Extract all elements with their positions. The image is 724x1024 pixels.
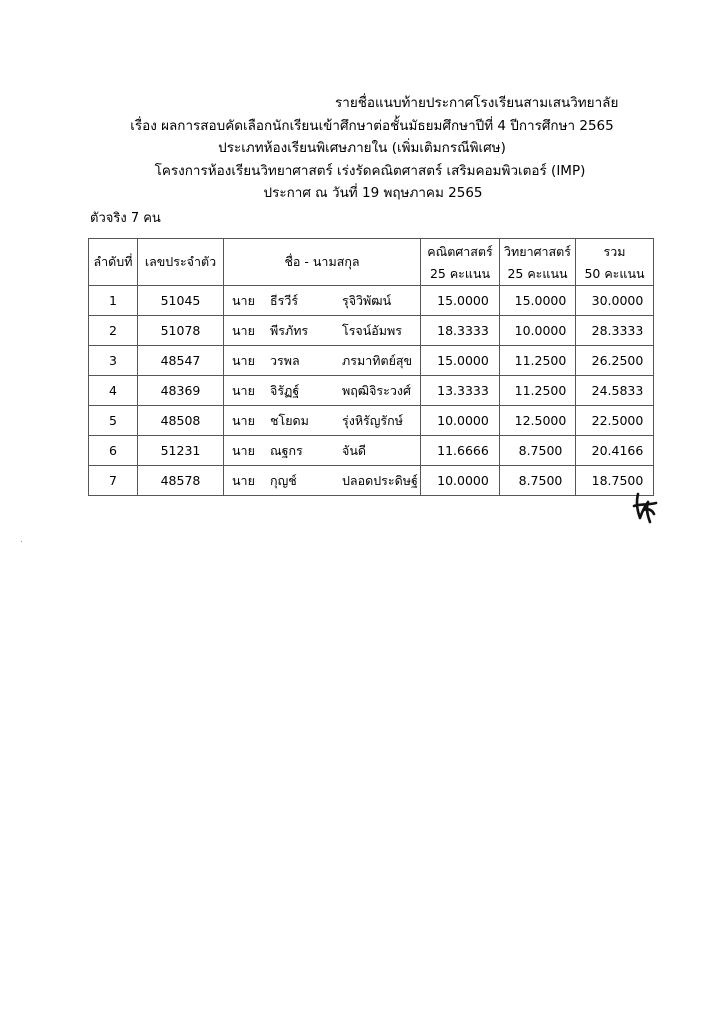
col-header-science-title: วิทยาศาสตร์ <box>503 243 572 259</box>
cell-rank: 7 <box>89 466 138 496</box>
cell-math: 15.0000 <box>421 346 500 376</box>
cell-math: 18.3333 <box>421 316 500 346</box>
cell-rank: 2 <box>89 316 138 346</box>
header-line-3: ประเภทห้องเรียนพิเศษภายใน (เพิ่มเติมกรณีพิเศษ) <box>218 140 506 157</box>
name-title: นาย <box>232 352 255 368</box>
cell-name <box>224 406 421 436</box>
name-title: นาย <box>232 442 255 458</box>
cell-id: 48578 <box>138 466 224 496</box>
name-title: นาย <box>232 382 255 398</box>
first-name: ณฐกร <box>270 442 303 458</box>
cell-math: 10.0000 <box>421 406 500 436</box>
cell-science: 15.0000 <box>500 286 576 316</box>
last-name: ภรมาทิตย์สุข <box>342 352 413 368</box>
col-header-total <box>576 239 654 286</box>
header-line-5: ประกาศ ณ วันที่ 19 พฤษภาคม 2565 <box>263 185 483 202</box>
cell-total: 24.5833 <box>576 376 654 406</box>
cell-id: 48508 <box>138 406 224 436</box>
cell-name <box>224 436 421 466</box>
last-name: โรจน์อัมพร <box>342 322 402 338</box>
col-header-math <box>421 239 500 286</box>
table-row <box>89 286 654 316</box>
cell-science: 12.5000 <box>500 406 576 436</box>
name-title: นาย <box>232 412 255 428</box>
cell-math: 10.0000 <box>421 466 500 496</box>
col-header-total-title: รวม <box>603 243 626 259</box>
col-header-science-points: 25 คะแนน <box>507 265 568 281</box>
header-line-1: รายชื่อแนบท้ายประกาศโรงเรียนสามเสนวิทยาลัย <box>335 95 619 111</box>
cell-id: 51045 <box>138 286 224 316</box>
cell-rank: 4 <box>89 376 138 406</box>
last-name: พฤฒิจิระวงศ์ <box>342 382 411 398</box>
cell-math: 13.3333 <box>421 376 500 406</box>
col-header-rank: ลำดับที่ <box>89 239 138 286</box>
cell-science: 8.7500 <box>500 436 576 466</box>
cell-total: 26.2500 <box>576 346 654 376</box>
col-header-name: ชื่อ - นามสกุล <box>224 239 421 286</box>
cell-rank: 1 <box>89 286 138 316</box>
table-row <box>89 466 654 496</box>
cell-name <box>224 466 421 496</box>
cell-science: 11.2500 <box>500 376 576 406</box>
last-name: ปลอดประดิษฐ์ <box>342 472 418 488</box>
cell-id: 48369 <box>138 376 224 406</box>
table-row <box>89 406 654 436</box>
table-row <box>89 376 654 406</box>
col-header-total-points: 50 คะแนน <box>584 265 645 281</box>
cell-id: 51231 <box>138 436 224 466</box>
header-line-4: โครงการห้องเรียนวิทยาศาสตร์ เร่งรัดคณิตศาสตร์ เสริมคอมพิวเตอร์ (IMP) <box>154 162 586 179</box>
cell-name <box>224 376 421 406</box>
cell-total: 28.3333 <box>576 316 654 346</box>
signature-mark <box>630 488 660 528</box>
cell-rank: 5 <box>89 406 138 436</box>
cell-science: 11.2500 <box>500 346 576 376</box>
header-line-2: เรื่อง ผลการสอบคัดเลือกนักเรียนเข้าศึกษาต่อชั้นมัธยมศึกษาปีที่ 4 ปีการศึกษา 2565 <box>130 117 614 134</box>
name-title: นาย <box>232 322 255 338</box>
cell-science: 10.0000 <box>500 316 576 346</box>
col-header-id: เลขประจำตัว <box>138 239 224 286</box>
first-name: กุญช์ <box>270 472 297 488</box>
last-name: รุจิวิพัฒน์ <box>342 292 392 308</box>
cell-total: 20.4166 <box>576 436 654 466</box>
name-title: นาย <box>232 292 255 308</box>
cell-math: 11.6666 <box>421 436 500 466</box>
name-title: นาย <box>232 472 255 488</box>
cell-name <box>224 346 421 376</box>
cell-rank: 6 <box>89 436 138 466</box>
col-header-math-title: คณิตศาสตร์ <box>427 243 493 259</box>
col-header-science <box>500 239 576 286</box>
last-name: รุ่งหิรัญรักษ์ <box>342 412 403 428</box>
cell-rank: 3 <box>89 346 138 376</box>
document-header <box>0 92 724 205</box>
cell-name <box>224 286 421 316</box>
table-header-row <box>89 239 654 286</box>
first-name: ชโยดม <box>270 412 309 428</box>
first-name: พีรภัทร <box>270 322 309 338</box>
count-label: ตัวจริง 7 คน <box>90 211 161 226</box>
cell-name <box>224 316 421 346</box>
cell-science: 8.7500 <box>500 466 576 496</box>
scan-speck <box>21 541 22 542</box>
cell-id: 51078 <box>138 316 224 346</box>
results-table <box>88 238 654 496</box>
last-name: จันดี <box>342 442 366 458</box>
cell-total: 18.7500 <box>576 466 654 496</box>
cell-id: 48547 <box>138 346 224 376</box>
cell-total: 22.5000 <box>576 406 654 436</box>
col-header-math-points: 25 คะแนน <box>429 265 491 281</box>
first-name: จิรัฏฐ์ <box>270 382 300 398</box>
table-row <box>89 436 654 466</box>
first-name: ธีรวีร์ <box>270 292 299 308</box>
cell-total: 30.0000 <box>576 286 654 316</box>
cell-math: 15.0000 <box>421 286 500 316</box>
table-row <box>89 316 654 346</box>
table-row <box>89 346 654 376</box>
first-name: วรพล <box>270 352 300 368</box>
